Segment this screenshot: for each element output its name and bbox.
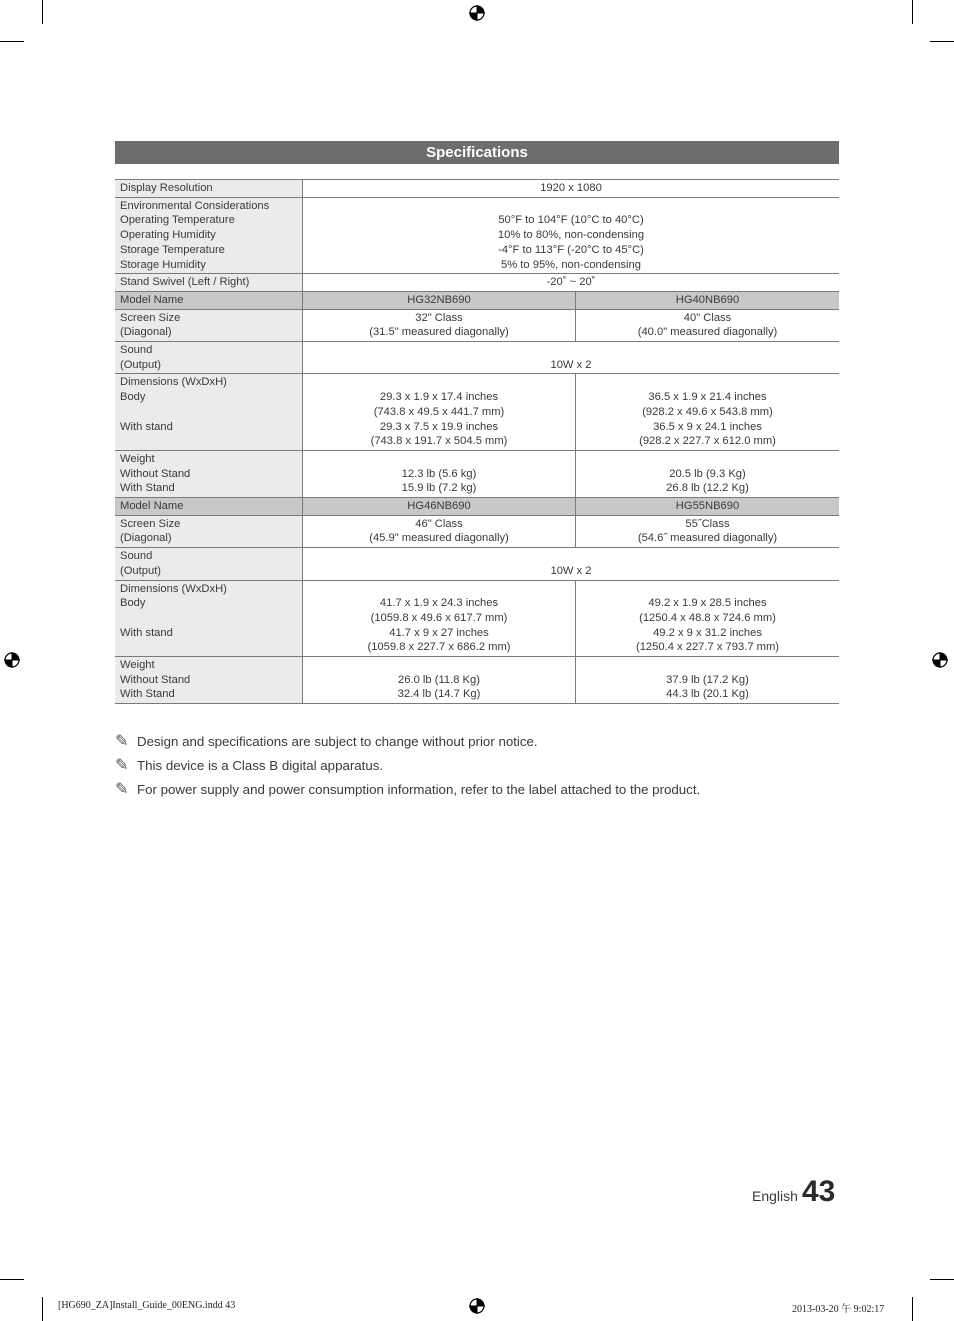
row-value: 40" Class (40.0" measured diagonally) [576,309,840,341]
row-value: 49.2 x 1.9 x 28.5 inches (1250.4 x 48.8 x 724.6 mm) 49.2 x 9 x 31.2 inches (1250.4 x 227.7 x 793.7 mm) [576,580,840,657]
table-row [115,657,839,704]
table-row [115,515,839,547]
crop-mark [930,1279,954,1280]
print-slug-filename: [HG690_ZA]Install_Guide_00ENG.indd 43 [58,1300,236,1311]
specifications-table [115,179,839,704]
table-row [115,374,839,451]
table-row [115,580,839,657]
pencil-note-icon: ✎ [115,781,129,798]
table-row [115,309,839,341]
row-value: 50°F to 104°F (10°C to 40°C) 10% to 80%, non-condensing -4°F to 113°F (-20°C to 45°C) 5% to 95%, non-condensing [303,197,840,274]
table-row [115,450,839,497]
row-value: 20.5 lb (9.3 Kg) 26.8 lb (12.2 Kg) [576,450,840,497]
note-item [115,781,855,805]
crop-mark [42,0,43,24]
note-item [115,757,855,781]
row-value: 55˝Class (54.6˝ measured diagonally) [576,515,840,547]
model-name: HG46NB690 [303,498,576,516]
row-value: -20˚ ~ 20˚ [303,274,840,292]
row-label: Sound (Output) [115,548,303,580]
note-item [115,733,855,757]
print-slug-timestamp: 2013-03-20 午 9:02:17 [792,1304,885,1315]
registration-mark-icon [931,651,949,669]
model-name: HG55NB690 [576,498,840,516]
row-label: Model Name [115,498,303,516]
row-value: 41.7 x 1.9 x 24.3 inches (1059.8 x 49.6 x 617.7 mm) 41.7 x 9 x 27 inches (1059.8 x 227.7 x 686.2 mm) [303,580,576,657]
pencil-note-icon: ✎ [115,757,129,774]
row-value: 10W x 2 [303,342,840,374]
row-label: Display Resolution [115,180,303,198]
notes-list [115,733,855,805]
row-value: 37.9 lb (17.2 Kg) 44.3 lb (20.1 Kg) [576,657,840,704]
row-label: Stand Swivel (Left / Right) [115,274,303,292]
section-title: Specifications [115,141,839,164]
row-value: 46" Class (45.9" measured diagonally) [303,515,576,547]
page-language: English [752,1188,798,1204]
model-name-row [115,291,839,309]
crop-mark [912,0,913,24]
row-label: Weight Without Stand With Stand [115,657,303,704]
crop-mark [912,1297,913,1321]
row-value: 32" Class (31.5" measured diagonally) [303,309,576,341]
model-name: HG32NB690 [303,291,576,309]
row-label: Screen Size (Diagonal) [115,515,303,547]
row-label: Weight Without Stand With Stand [115,450,303,497]
row-label: Model Name [115,291,303,309]
row-label: Environmental Considerations Operating Temperature Operating Humidity Storage Temperature Storage Humidity [115,197,303,274]
model-name-row [115,498,839,516]
row-value: 1920 x 1080 [303,180,840,198]
row-value: 12.3 lb (5.6 kg) 15.9 lb (7.2 kg) [303,450,576,497]
note-text: This device is a Class B digital apparatus. [137,758,384,773]
row-label: Sound (Output) [115,342,303,374]
table-row [115,180,839,198]
table-row [115,197,839,274]
table-row [115,548,839,580]
crop-mark [42,1297,43,1321]
row-value: 29.3 x 1.9 x 17.4 inches (743.8 x 49.5 x 441.7 mm) 29.3 x 7.5 x 19.9 inches (743.8 x 191.7 x 504.5 mm) [303,374,576,451]
pencil-note-icon: ✎ [115,733,129,750]
crop-mark [0,41,24,42]
row-value: 10W x 2 [303,548,840,580]
row-label: Dimensions (WxDxH) Body With stand [115,374,303,451]
model-name: HG40NB690 [576,291,840,309]
row-label: Screen Size (Diagonal) [115,309,303,341]
table-row [115,274,839,292]
crop-mark [930,41,954,42]
note-text: For power supply and power consumption information, refer to the label attached to the product. [137,782,701,797]
registration-mark-icon [3,651,21,669]
note-text: Design and specifications are subject to change without prior notice. [137,734,538,749]
row-value: 36.5 x 1.9 x 21.4 inches (928.2 x 49.6 x 543.8 mm) 36.5 x 9 x 24.1 inches (928.2 x 227.7 x 612.0 mm) [576,374,840,451]
row-label: Dimensions (WxDxH) Body With stand [115,580,303,657]
table-row [115,342,839,374]
row-value: 26.0 lb (11.8 Kg) 32.4 lb (14.7 Kg) [303,657,576,704]
registration-mark-icon [468,4,486,22]
page-number: 43 [802,1175,836,1208]
crop-mark [0,1279,24,1280]
registration-mark-icon [468,1297,486,1315]
